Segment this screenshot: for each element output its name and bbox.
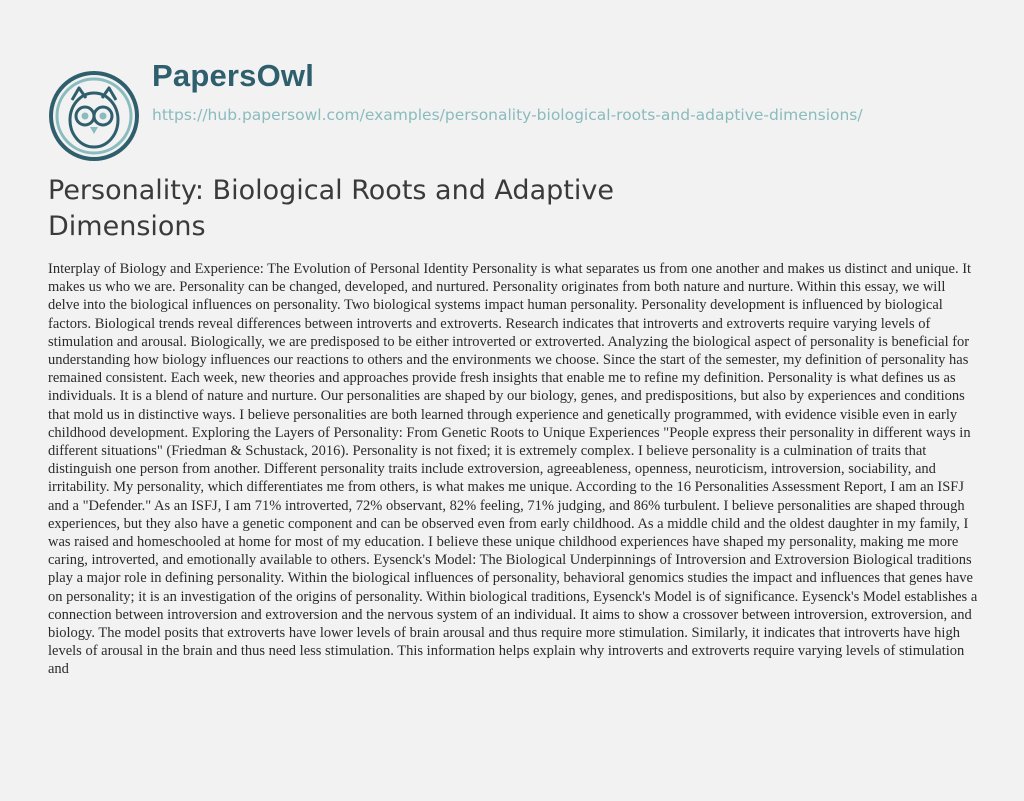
document-title: Personality: Biological Roots and Adaptive Dimensions: [48, 175, 614, 242]
source-url-link[interactable]: https://hub.papersowl.com/examples/personality-biological-roots-and-adaptive-dimensions/: [152, 106, 863, 124]
owl-logo-icon[interactable]: [48, 70, 140, 162]
document-body: Interplay of Biology and Experience: The Evolution of Personal Identity Personality is what separates us from one another and makes us distinct and unique. It makes us who we are. Personality can be changed, developed, and nurtured. Personality originates from both nature and nurture. Within this essay, we will delve into the biological influences on personality. Two biological systems impact human personality. Personality development is influenced by biological factors. Biological trends reveal differences between introverts and extroverts. Research indicates that introverts and extroverts require varying levels of stimulation and arousal. Biologically, we are predisposed to be either introverted or extroverted. Analyzing the biological aspect of personality is beneficial for understanding how biology influences our reactions to others and the environments we choose. Since the start of the semester, my definition of personality has remained consistent. Each week, new theories and approaches provide fresh insights that enable me to refine my definition. Personality is what defines us as individuals. It is a blend of nature and nurture. Our personalities are shaped by our biology, genes, and predispositions, but also by experiences and conditions that mold us in distinctive ways. I believe personalities are both learned through experience and genetically programmed, with evidence visible even in early childhood development. Exploring the Layers of Personality: From Genetic Roots to Unique Experiences "People express their personality in different ways in different situations" (Friedman & Schustack, 2016). Personality is not fixed; it is extremely complex. I believe personality is a culmination of traits that distinguish one person from another. Different personality traits include extroversion, agreeableness, openness, neuroticism, introversion, sociability, and irritability. My personality, which differentiates me from others, is what makes me unique. According to the 16 Personalities Assessment Report, I am an ISFJ and a "Defender." As an ISFJ, I am 71% introverted, 72% observant, 82% feeling, 71% judging, and 86% turbulent. I believe personalities are shaped through experiences, but they also have a genetic component and can be observed even from early childhood. As a middle child and the oldest daughter in my family, I was raised and homeschooled at home for most of my education. I believe these unique childhood experiences have shaped my personality, making me more caring, introverted, and emotionally available to others. Eysenck's Model: The Biological Underpinnings of Introversion and Extroversion Biological traditions play a major role in defining personality. Within the biological influences of personality, behavioral genomics studies the impact and influences that genes have on personality; it is an investigation of the origins of personality. Within biological traditions, Eysenck's Model is of significance. Eysenck's Model establishes a connection between introversion and extroversion and the nervous system of an individual. It aims to show a crossover between introversion, extroversion, and biology. The model posits that extroverts have lower levels of brain arousal and thus require more stimulation. Similarly, it indicates that introverts have high levels of arousal in the brain and thus need less stimulation. This information helps explain why introverts and extroverts require varying levels of stimulation and: [48, 261, 978, 678]
site-header: [48, 54, 988, 144]
brand-name[interactable]: PapersOwl: [152, 58, 315, 93]
